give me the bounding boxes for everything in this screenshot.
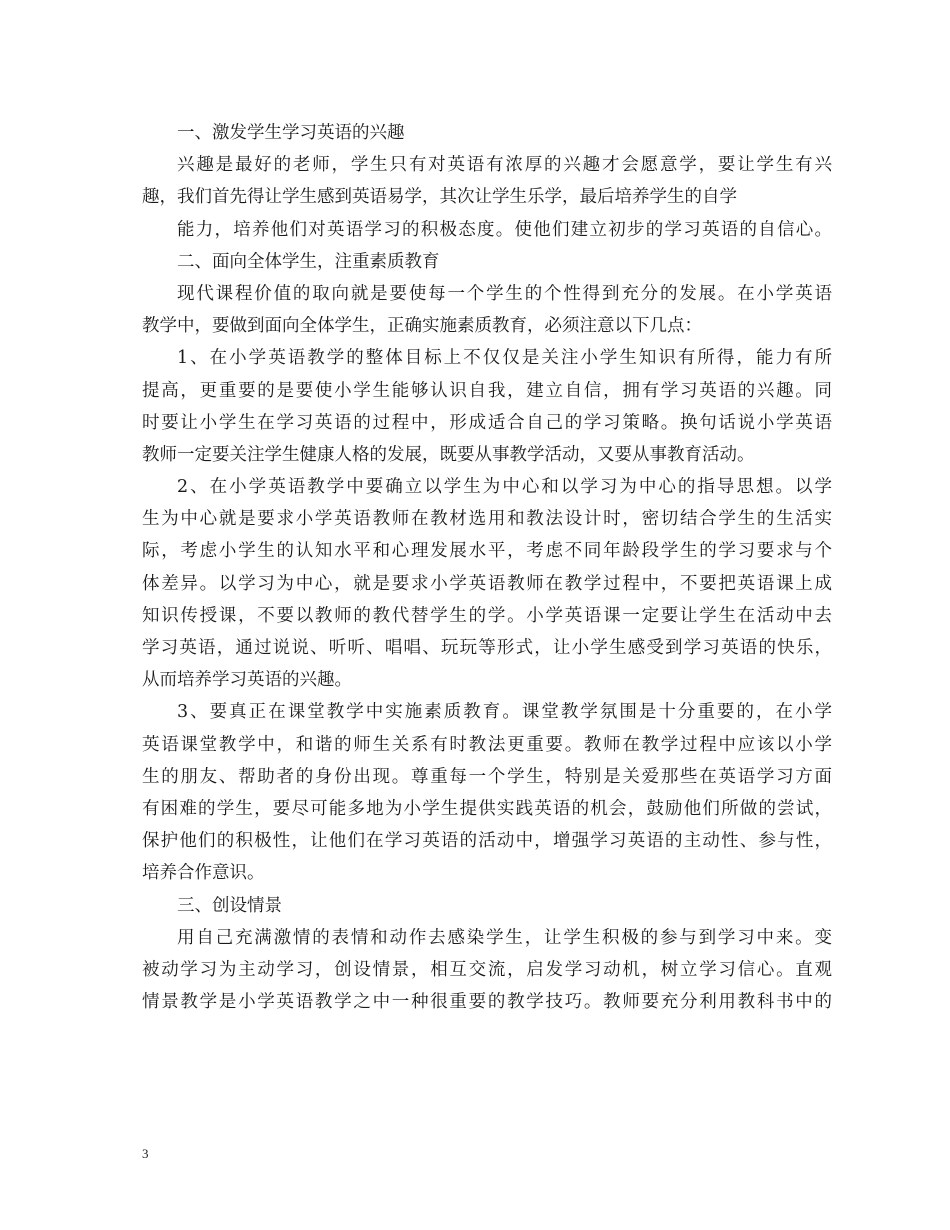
text-line: 3、要真正在课堂教学中实施素质教育。课堂教学氛围是十分重要的，在小学 xyxy=(177,702,832,723)
page-number: 3 xyxy=(142,1146,149,1161)
text-line: 英语课堂教学中，和谐的师生关系有时教法更重要。教师在教学过程中应该以小学 xyxy=(142,734,832,755)
text-line: 趣，我们首先得让学生感到英语易学，其次让学生乐学，最后培养学生的自学 xyxy=(142,187,737,208)
text-line: 教学中，要做到面向全体学生，正确实施素质教育，必须注意以下几点： xyxy=(142,316,702,337)
text-line: 学习英语，通过说说、听听、唱唱、玩玩等形式，让小学生感受到学习英语的快乐， xyxy=(142,638,832,658)
text-line: 被动学习为主动学习，创设情景，相互交流，启发学习动机，树立学习信心。直观 xyxy=(142,959,832,980)
text-line: 1、在小学英语教学的整体目标上不仅仅是关注小学生知识有所得，能力有所 xyxy=(177,348,832,369)
text-line: 2、在小学英语教学中要确立以学生为中心和以学习为中心的指导思想。以学 xyxy=(177,477,832,498)
text-line: 现代课程价值的取向就是要使每一个学生的个性得到充分的发展。在小学英语 xyxy=(177,283,832,304)
text-line: 从而培养学习英语的兴趣。 xyxy=(142,670,352,691)
text-line: 提高，更重要的是要使小学生能够认识自我，建立自信，拥有学习英语的兴趣。同 xyxy=(142,380,832,401)
text-line: 一、激发学生学习英语的兴趣 xyxy=(177,123,405,143)
text-line: 教师一定要关注学生健康人格的发展，既要从事教学活动，又要从事教育活动。 xyxy=(142,444,755,465)
text-line: 知识传授课，不要以教师的教代替学生的学。小学英语课一定要让学生在活动中去 xyxy=(142,605,832,626)
text-line: 能力，培养他们对英语学习的积极态度。使他们建立初步的学习英语的自信心。 xyxy=(177,219,832,240)
text-line: 三、创设情景 xyxy=(177,895,282,916)
text-line: 兴趣是最好的老师，学生只有对英语有浓厚的兴趣才会愿意学，要让学生有兴 xyxy=(177,155,832,176)
text-line: 有困难的学生，要尽可能多地为小学生提供实践英语的机会，鼓励他们所做的尝试， xyxy=(142,798,832,819)
text-line: 保护他们的积极性，让他们在学习英语的活动中，增强学习英语的主动性、参与性， xyxy=(142,831,832,852)
text-line: 生为中心就是要求小学英语教师在教材选用和教法设计时，密切结合学生的生活实 xyxy=(142,509,832,530)
text-line: 时要让小学生在学习英语的过程中，形成适合自己的学习策略。换句话说小学英语 xyxy=(142,412,832,433)
text-line: 生的朋友、帮助者的身份出现。尊重每一个学生，特别是关爱那些在英语学习方面 xyxy=(142,766,832,787)
text-line: 用自己充满激情的表情和动作去感染学生，让学生积极的参与到学习中来。变 xyxy=(177,927,832,948)
text-line: 情景教学是小学英语教学之中一种很重要的教学技巧。教师要充分利用教科书中的 xyxy=(142,992,832,1013)
text-line: 培养合作意识。 xyxy=(142,863,265,884)
document-body xyxy=(142,117,832,1018)
text-line: 二、面向全体学生，注重素质教育 xyxy=(177,251,440,272)
text-line: 体差异。以学习为中心，就是要求小学英语教师在教学过程中，不要把英语课上成 xyxy=(142,573,832,594)
text-line: 际，考虑小学生的认知水平和心理发展水平，考虑不同年龄段学生的学习要求与个 xyxy=(142,541,832,562)
